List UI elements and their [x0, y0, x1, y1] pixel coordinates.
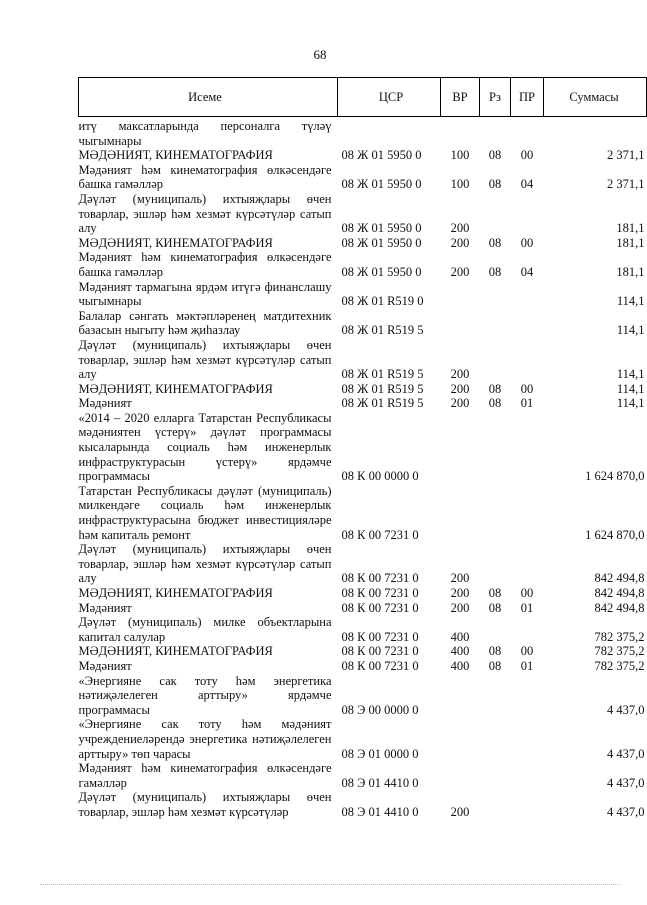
cell-vr: 400 — [450, 658, 470, 673]
cell-vr — [441, 280, 480, 309]
cell-rz — [480, 309, 511, 338]
table-row — [79, 790, 647, 819]
table-row — [79, 382, 647, 397]
cell-sum: 4 437,0 — [607, 702, 645, 717]
cell-rz — [480, 542, 511, 586]
cell-name: МӘДӘНИЯТ, КИНЕМАТОГРАФИЯ — [78, 586, 273, 600]
budget-table — [78, 77, 647, 820]
cell-sum: 4 437,0 — [607, 746, 645, 761]
cell-pr — [511, 117, 544, 149]
cell-name: Мәдәният тармагына ярдәм итүгә финанслашу чыгымнары — [78, 279, 332, 309]
table-row — [79, 163, 647, 192]
cell-name: Татарстан Республикасы дәүләт (муниципаль) милкендәге социаль һәм инженерлык инфраструктурасына бюджет инвестицияләре һәм капиталь ремонт — [78, 483, 332, 542]
table-row — [79, 338, 647, 382]
table-row — [79, 484, 647, 542]
cell-vr — [441, 411, 480, 484]
cell-sum: 842 494,8 — [594, 600, 645, 615]
table-header-row — [79, 78, 647, 117]
cell-sum: 114,1 — [616, 294, 645, 309]
cell-sum: 181,1 — [616, 235, 645, 250]
cell-vr: 200 — [450, 804, 470, 819]
cell-rz: 08 — [488, 396, 502, 411]
cell-name: «Энергияне сак тоту һәм мәдәният учреждениеләрендә энергетика нәтиҗәлелеген арттыру» төп чарасы — [78, 717, 332, 761]
cell-vr — [441, 761, 480, 790]
cell-sum: 842 494,8 — [594, 571, 645, 586]
cell-name: Мәдәният һәм кинематография өлкәсендәге башка гамәлләр — [78, 162, 332, 192]
header-pr: ПР — [511, 78, 544, 117]
cell-csr: 08 К 00 7231 0 — [341, 571, 419, 586]
table-row — [79, 309, 647, 338]
cell-sum: 114,1 — [616, 367, 645, 382]
cell-csr: 08 К 00 0000 0 — [341, 469, 419, 484]
cell-pr — [511, 411, 544, 484]
cell-csr: 08 Э 01 0000 0 — [341, 746, 419, 761]
header-csr: ЦСР — [338, 78, 441, 117]
cell-sum: 782 375,2 — [594, 658, 645, 673]
header-rz: Рз — [480, 78, 511, 117]
cell-rz — [480, 192, 511, 236]
cell-vr: 200 — [450, 600, 470, 615]
page-number: 68 — [313, 47, 327, 62]
header-sum: Суммасы — [544, 78, 647, 117]
cell-rz — [480, 761, 511, 790]
table-row — [79, 192, 647, 236]
cell-pr — [511, 309, 544, 338]
cell-csr: 08 К 00 7231 0 — [341, 629, 419, 644]
cell-csr: 08 Э 01 4410 0 — [341, 775, 419, 790]
cell-pr — [511, 615, 544, 644]
cell-rz — [480, 790, 511, 819]
cell-vr: 200 — [450, 221, 470, 236]
cell-csr: 08 К 00 7231 0 — [341, 658, 419, 673]
table-row — [79, 615, 647, 644]
cell-sum — [544, 117, 647, 149]
cell-rz: 08 — [488, 586, 502, 600]
cell-rz — [480, 615, 511, 644]
cell-csr: 08 Ж 01 R519 5 — [341, 367, 424, 382]
cell-rz: 08 — [488, 264, 502, 279]
cell-sum: 1 624 870,0 — [585, 469, 645, 484]
page-bottom-rule — [40, 884, 620, 885]
cell-rz: 08 — [488, 235, 502, 250]
cell-name: МӘДӘНИЯТ, КИНЕМАТОГРАФИЯ — [78, 381, 273, 396]
cell-name: МӘДӘНИЯТ, КИНЕМАТОГРАФИЯ — [78, 148, 273, 163]
cell-csr: 08 Ж 01 5950 0 — [341, 148, 422, 163]
cell-name: Дәүләт (муниципаль) ихтыяҗлары өчен товарлар, эшләр һәм хезмәт күрсәтүләр — [78, 790, 332, 819]
cell-name: Мәдәният һәм кинематография өлкәсендәге гамәлләр — [78, 761, 332, 790]
cell-sum: 181,1 — [616, 264, 645, 279]
cell-rz — [480, 484, 511, 542]
cell-rz — [480, 674, 511, 718]
cell-rz — [480, 717, 511, 761]
cell-name: итү максатларында персоналга түләү чыгымнары — [78, 119, 332, 148]
table-row — [79, 717, 647, 761]
cell-rz: 08 — [488, 600, 502, 615]
cell-name: Мәдәният — [78, 600, 132, 615]
header-vr: ВР — [441, 78, 480, 117]
table-row — [79, 542, 647, 586]
cell-pr — [511, 192, 544, 236]
cell-pr — [511, 484, 544, 542]
cell-pr — [511, 280, 544, 309]
cell-vr: 400 — [450, 629, 470, 644]
cell-name: «2014 – 2020 елларга Татарстан Республикасы мәдәниятен үстерү» дәүләт программасы кысаларында социаль һәм инженерлык инфраструктурасын үстерү» ярдәмче программасы — [78, 410, 332, 484]
cell-csr: 08 К 00 7231 0 — [341, 527, 419, 542]
table-row — [79, 659, 647, 674]
cell-rz: 08 — [488, 177, 502, 192]
cell-sum: 2 371,1 — [607, 177, 645, 192]
cell-csr: 08 Ж 01 5950 0 — [341, 264, 422, 279]
cell-sum: 1 624 870,0 — [585, 527, 645, 542]
cell-csr: 08 Ж 01 R519 0 — [341, 294, 424, 309]
cell-pr — [511, 717, 544, 761]
cell-csr: 08 Ж 01 R519 5 — [341, 381, 424, 396]
cell-pr: 04 — [520, 264, 534, 279]
cell-pr: 01 — [520, 396, 534, 411]
cell-sum: 114,1 — [616, 323, 645, 338]
cell-pr: 01 — [520, 658, 534, 673]
cell-pr — [511, 674, 544, 718]
cell-name: Дәүләт (муниципаль) ихтыяҗлары өчен товарлар, эшләр һәм хезмәт күрсәтүләр сатып алу — [78, 337, 332, 382]
cell-sum: 2 371,1 — [607, 148, 645, 163]
cell-sum: 114,1 — [616, 396, 645, 411]
cell-name: МӘДӘНИЯТ, КИНЕМАТОГРАФИЯ — [78, 235, 273, 250]
cell-rz — [480, 117, 511, 149]
cell-pr: 00 — [520, 644, 534, 659]
table-row — [79, 411, 647, 484]
cell-rz: 08 — [488, 658, 502, 673]
cell-csr: 08 Ж 01 R519 5 — [341, 396, 424, 411]
table-row — [79, 396, 647, 411]
cell-pr: 00 — [520, 148, 534, 163]
cell-pr — [511, 338, 544, 382]
table-row — [79, 250, 647, 279]
cell-vr — [441, 484, 480, 542]
cell-pr — [511, 790, 544, 819]
cell-sum: 4 437,0 — [607, 775, 645, 790]
cell-csr: 08 Э 01 4410 0 — [341, 804, 419, 819]
cell-sum: 782 375,2 — [594, 629, 645, 644]
cell-name: Мәдәният — [78, 658, 132, 673]
cell-csr: 08 Ж 01 5950 0 — [341, 177, 422, 192]
cell-csr: 08 Ж 01 5950 0 — [341, 221, 422, 236]
cell-pr — [511, 761, 544, 790]
table-row — [79, 644, 647, 659]
cell-csr: 08 К 00 7231 0 — [341, 586, 419, 600]
table-row — [79, 674, 647, 718]
cell-name: Мәдәният һәм кинематография өлкәсендәге башка гамәлләр — [78, 250, 332, 279]
cell-sum: 4 437,0 — [607, 804, 645, 819]
cell-vr: 200 — [450, 264, 470, 279]
cell-vr — [441, 309, 480, 338]
cell-name: Дәүләт (муниципаль) милке объектларына капитал салулар — [78, 615, 332, 644]
cell-csr: 08 К 00 7231 0 — [341, 600, 419, 615]
cell-pr — [511, 542, 544, 586]
cell-sum: 114,1 — [616, 381, 645, 396]
cell-vr: 100 — [450, 148, 470, 163]
cell-vr: 400 — [450, 644, 470, 659]
cell-csr: 08 Ж 01 R519 5 — [341, 323, 424, 338]
cell-csr: 08 Ж 01 5950 0 — [341, 235, 422, 250]
cell-vr: 200 — [450, 235, 470, 250]
table-body — [79, 117, 647, 820]
cell-vr: 200 — [450, 396, 470, 411]
table-row — [79, 586, 647, 601]
cell-rz: 08 — [488, 148, 502, 163]
table-row — [79, 761, 647, 790]
table-row — [79, 148, 647, 163]
table-row — [79, 236, 647, 251]
cell-vr: 200 — [450, 586, 470, 600]
cell-vr — [441, 674, 480, 718]
table-row — [79, 601, 647, 616]
cell-csr — [338, 117, 441, 149]
cell-sum: 782 375,2 — [594, 644, 645, 659]
cell-sum: 842 494,8 — [594, 586, 645, 600]
cell-name: Мәдәният — [78, 396, 132, 411]
cell-name: МӘДӘНИЯТ, КИНЕМАТОГРАФИЯ — [78, 644, 273, 659]
cell-rz: 08 — [488, 381, 502, 396]
cell-pr: 00 — [520, 381, 534, 396]
cell-pr: 01 — [520, 600, 534, 615]
cell-vr — [441, 117, 480, 149]
cell-name: Балалар сәнгать мәктәпләренең матдитехник базасын ныгыту һәм җиһазлау — [78, 308, 332, 338]
table-row — [79, 280, 647, 309]
cell-pr: 00 — [520, 235, 534, 250]
cell-vr: 200 — [450, 571, 470, 586]
cell-vr: 100 — [450, 177, 470, 192]
cell-name: Дәүләт (муниципаль) ихтыяҗлары өчен товарлар, эшләр һәм хезмәт күрсәтүләр сатып алу — [78, 191, 332, 236]
cell-rz — [480, 280, 511, 309]
cell-pr: 04 — [520, 177, 534, 192]
cell-name: Дәүләт (муниципаль) ихтыяҗлары өчен товарлар, эшләр һәм хезмәт күрсәтүләр сатып алу — [78, 542, 332, 586]
table-row — [79, 117, 647, 149]
cell-sum: 181,1 — [616, 221, 645, 236]
cell-rz: 08 — [488, 644, 502, 659]
cell-csr: 08 Э 00 0000 0 — [341, 702, 419, 717]
header-name: Исеме — [79, 78, 338, 117]
cell-vr: 200 — [450, 381, 470, 396]
cell-rz — [480, 338, 511, 382]
cell-vr: 200 — [450, 367, 470, 382]
cell-name: «Энергияне сак тоту һәм энергетика нәтиҗәлелеген арттыру» ярдәмче программасы — [78, 673, 332, 717]
cell-vr — [441, 717, 480, 761]
cell-pr: 00 — [520, 586, 534, 600]
cell-csr: 08 К 00 7231 0 — [341, 644, 419, 659]
cell-rz — [480, 411, 511, 484]
